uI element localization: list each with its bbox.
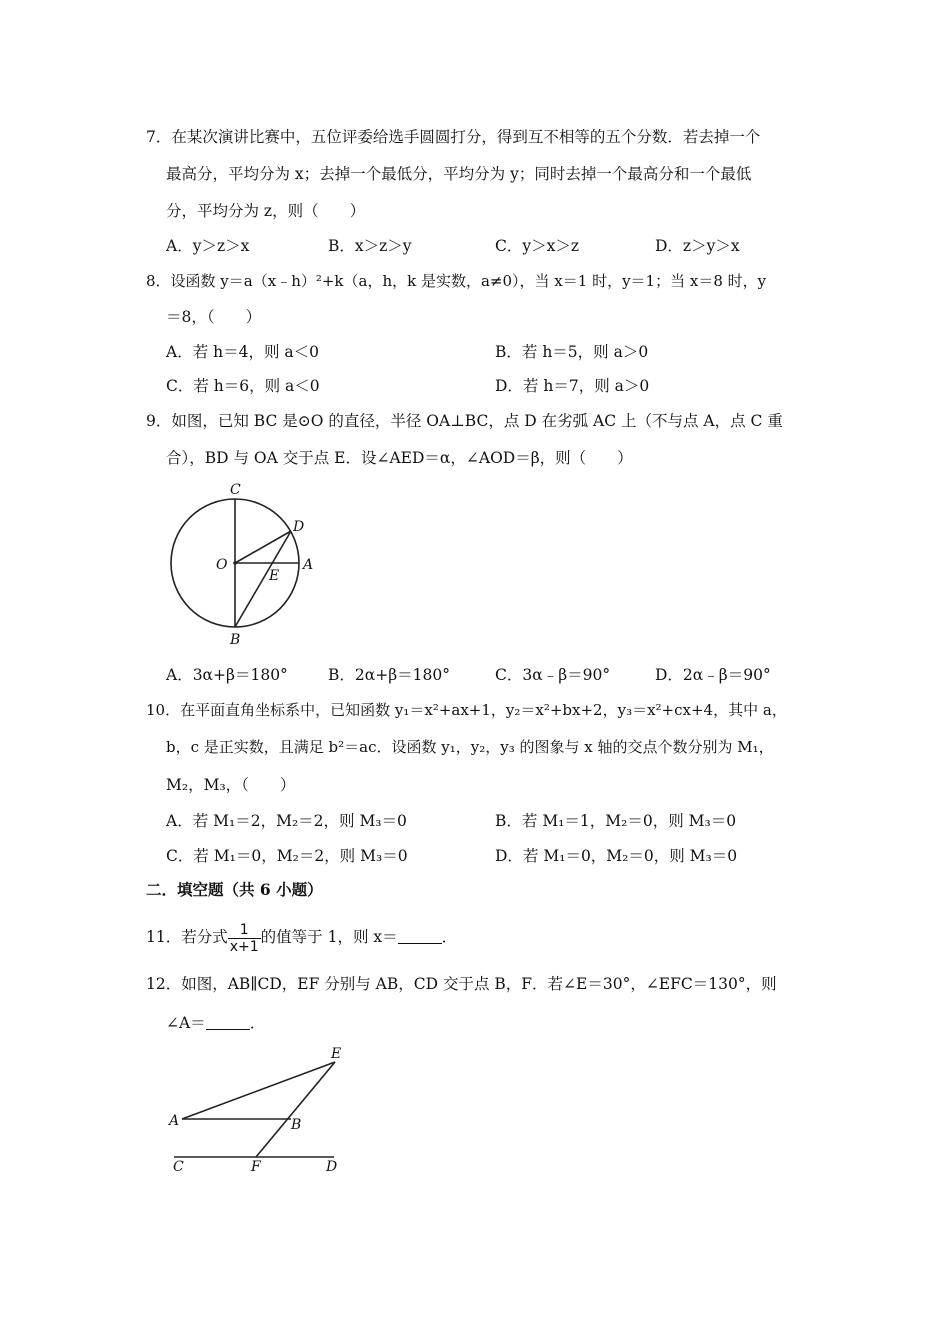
q7-line3: 分，平均分为 z，则（ ）	[166, 202, 366, 220]
q7-option-b: B．x＞z＞y	[328, 237, 412, 255]
q10-option-a: A．若 M₁＝2，M₂＝2，则 M₃＝0	[166, 812, 407, 830]
q8-option-b: B．若 h＝5，则 a＞0	[495, 343, 649, 361]
q12-line1: 12．如图，AB∥CD，EF 分别与 AB，CD 交于点 B，F．若∠E＝30°，∠EFC＝130°，则	[146, 975, 777, 993]
label-e: E	[269, 568, 280, 584]
label-b: B	[230, 632, 241, 648]
q8-line2: ＝8，（ ）	[166, 308, 262, 326]
q7-option-c: C．y＞x＞z	[495, 237, 580, 255]
q12-angle-a: ∠A＝	[166, 1014, 206, 1032]
q7-line2: 最高分，平均分为 x；去掉一个最低分，平均分为 y；同时去掉一个最高分和一个最低	[166, 165, 752, 183]
q9-option-a: A．3α+β＝180°	[166, 666, 288, 684]
label-a: A	[303, 557, 314, 573]
q12-answer-blank[interactable]	[206, 1015, 250, 1030]
q7-line1: 7．在某次演讲比赛中，五位评委给选手圆圆打分，得到互不相等的五个分数．若去掉一个	[146, 128, 761, 146]
q11-fraction-den: x+1	[229, 938, 259, 955]
q9-option-b: B．2α+β＝180°	[328, 666, 451, 684]
label-b: B	[291, 1117, 302, 1133]
q9-line1: 9．如图，已知 BC 是⊙O 的直径，半径 OA⊥BC，点 D 在劣弧 AC 上（不与点 A，点 C 重	[146, 412, 783, 430]
q10-option-d: D．若 M₁＝0，M₂＝0，则 M₃＝0	[495, 847, 738, 865]
q9-circle-figure	[160, 478, 330, 650]
q9-option-c: C．3α﹣β＝90°	[495, 666, 611, 684]
label-c: C	[230, 482, 241, 498]
q10-option-c: C．若 M₁＝0，M₂＝2，则 M₃＝0	[166, 847, 408, 865]
q10-line2: b，c 是正实数，且满足 b²＝ac．设函数 y₁，y₂，y₃ 的图象与 x 轴的交点个数分别为 M₁，	[166, 738, 774, 756]
q11-fraction-num: 1	[228, 922, 261, 939]
section-2-title: 二．填空题（共 6 小题）	[146, 880, 323, 899]
q8-option-a: A．若 h＝4，则 a＜0	[166, 343, 319, 361]
q10-option-b: B．若 M₁＝1，M₂＝0，则 M₃＝0	[495, 812, 737, 830]
q8-line1: 8．设函数 y＝a（x﹣h）²+k（a，h，k 是实数，a≠0），当 x＝1 时，y＝1；当 x＝8 时，y	[146, 272, 767, 290]
label-a: A	[169, 1113, 180, 1129]
q12-line2	[166, 1013, 265, 1033]
q9-option-d: D．2α﹣β＝90°	[655, 666, 771, 684]
q7-option-d: D．z＞y＞x	[655, 237, 740, 255]
q11-answer-blank[interactable]	[398, 929, 442, 944]
q12-parallel-figure	[160, 1040, 360, 1180]
label-f: F	[251, 1159, 261, 1175]
q11-suffix: 的值等于 1，则 x＝	[260, 928, 398, 946]
q7-option-a: A．y＞z＞x	[166, 237, 250, 255]
label-o: O	[216, 557, 228, 573]
q10-line1: 10．在平面直角坐标系中，已知函数 y₁＝x²+ax+1，y₂＝x²+bx+2，y₃＝x²+cx+4，其中 a，	[146, 701, 787, 719]
segment-od	[235, 531, 291, 563]
q11-fraction	[228, 922, 261, 955]
label-c: C	[173, 1159, 184, 1175]
q12-end: ．	[249, 1014, 266, 1032]
center-dot	[233, 561, 237, 565]
q11-prefix: 11．若分式	[146, 928, 228, 946]
q9-line2: 合），BD 与 OA 交于点 E．设∠AED＝α，∠AOD＝β，则（ ）	[166, 449, 633, 467]
label-e: E	[331, 1046, 342, 1062]
label-d: D	[293, 519, 305, 535]
q11-end: ．	[441, 928, 458, 946]
q11-line	[146, 918, 457, 956]
q8-option-c: C．若 h＝6，则 a＜0	[166, 377, 320, 395]
q10-line3: M₂，M₃，（ ）	[166, 776, 296, 794]
label-d: D	[326, 1159, 338, 1175]
q8-option-d: D．若 h＝7，则 a＞0	[495, 377, 650, 395]
segment-bd	[235, 531, 291, 627]
